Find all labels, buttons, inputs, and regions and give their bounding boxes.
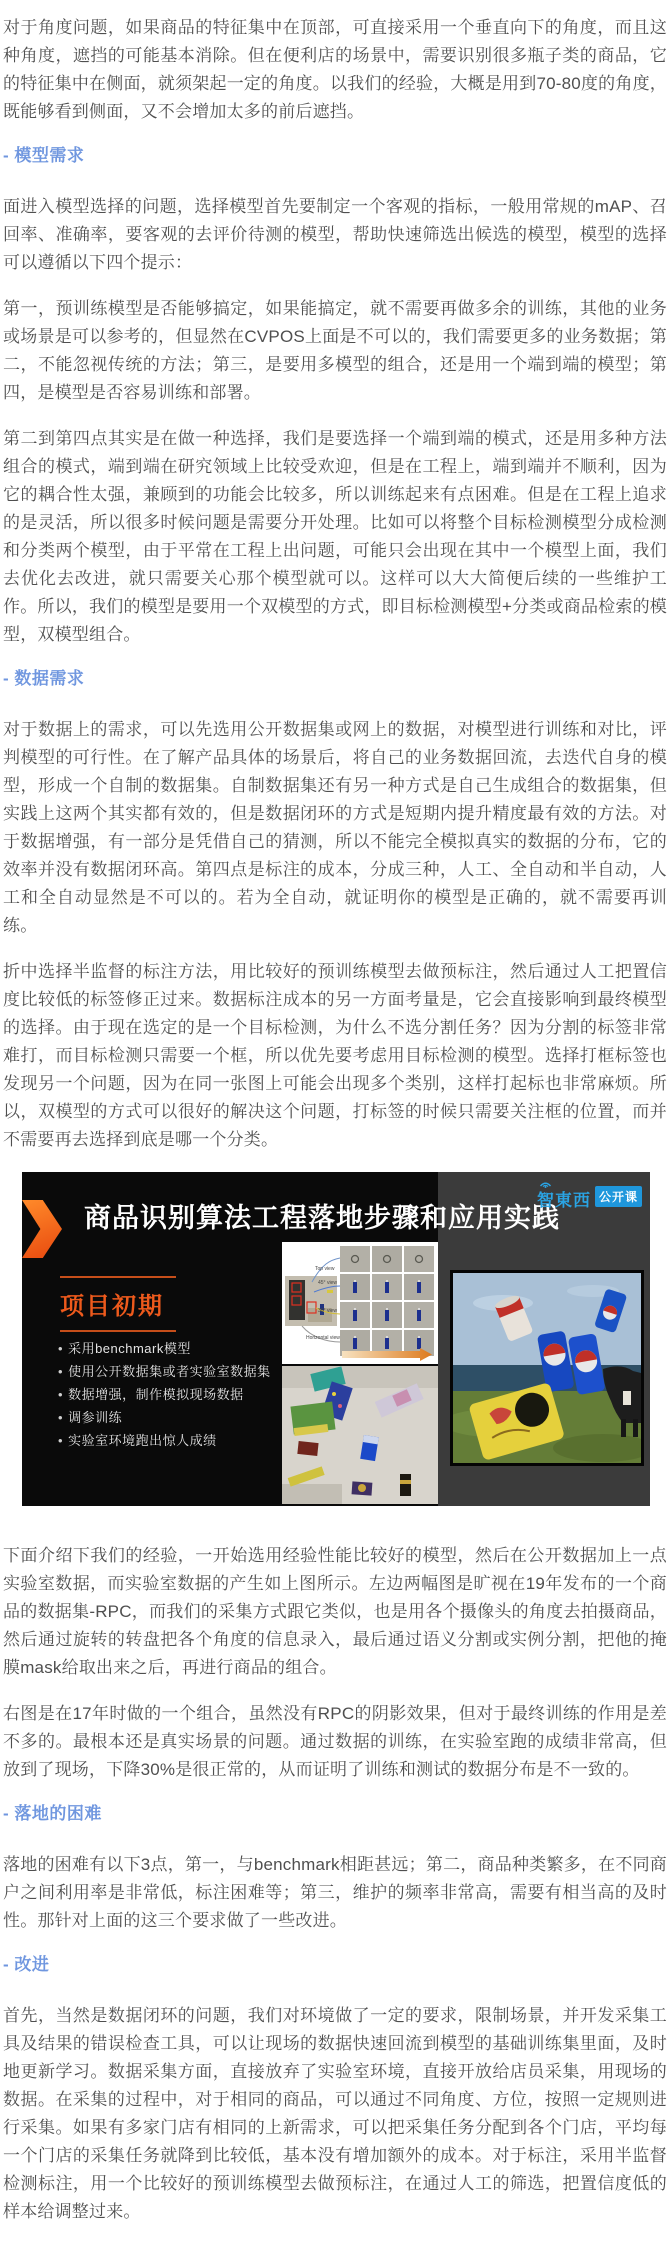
- figure-label-top-view: Top view: [315, 1266, 335, 1272]
- rpc-dataset-figure: [282, 1242, 438, 1364]
- paragraph-angle: 对于角度问题，如果商品的特征集中在顶部，可直接采用一个垂直向下的角度，而且这种角度，遮挡的可能基本消除。但在便利店的场景中，需要识别很多瓶子类的商品，它的特征集中在侧面，就须架起一定的角度。以我们的经验，大概是用到70-80度的角度，既能够看到侧面，又不会增加太多的前后遮挡。: [3, 18, 667, 121]
- section-heading-improvements: - 改进: [3, 1955, 50, 1974]
- slide-title: 商品识别算法工程落地步骤和应用实践: [84, 1203, 560, 1233]
- bullet-dot-icon: •: [58, 1341, 64, 1356]
- zhidx-logo: [537, 1181, 642, 1211]
- paragraph-three-difficulties: 落地的困难有以下3点，第一，与benchmark相距甚远；第二，商品种类繁多，在不同商户之间利用率是非常低，标注困难等；第三，维护的频率非常高，需要有相当高的及时性。那针对上面的这三个要求做了一些改进。: [3, 1855, 667, 1930]
- arrow-right-icon: [22, 1200, 62, 1258]
- bullet-dot-icon: •: [58, 1410, 64, 1425]
- paragraph-composite-2017: 右图是在17年时做的一个组合，虽然没有RPC的阴影效果，但对于最终训练的作用是差不多的。最根本还是真实场景的问题。通过数据的训练，在实验室跑的成绩非常高，但放到了现场，下降30%是很正常的，从而证明了训练和测试的数据分布是不一致的。: [3, 1704, 667, 1779]
- paragraph-improvements: 首先，当然是数据闭环的问题，我们对环境做了一定的要求，限制场景，并开发采集工具及结果的错误检查工具，可以让现场的数据快速回流到模型的基础训练集里面，及时地更新学习。数据采集方面，直接放弃了实验室环境，直接开放给店员采集，用现场的数据。在采集的过程中，对于相同的商品，可以通过不同角度、方位，按照一定规则进行采集。如果有多家门店有相同的上新需求，可以把采集任务分配到各个门店，平均每一个门店的采集任务就降到比较低，基本没有增加额外的成本。对于标注，采用半监督检测标注，用一个比较好的预训练模型去做预标注，在通过人工的筛选，把置信度低的样本给调整过来。: [3, 2006, 667, 2221]
- bullet-dot-icon: •: [58, 1364, 64, 1379]
- bullet-text: 实验室环境跑出惊人成绩: [68, 1433, 217, 1448]
- bullet-dot-icon: •: [58, 1387, 64, 1402]
- stage-bottom-rule: [60, 1330, 176, 1332]
- slide-bullet: [58, 1411, 278, 1424]
- section-heading-model-requirements: - 模型需求: [3, 146, 85, 165]
- stage-label: 项目初期: [60, 1293, 164, 1320]
- paragraph-dual-model: 第二到第四点其实是在做一种选择，我们是要选择一个端到端的模式，还是用多种方法组合的模式，端到端在研究领域上比较受欢迎，但是在工程上，端到端并不顺利，因为它的耦合性太强，兼顾到的功能会比较多，所以训练起来有点困难。但是在工程上追求的是灵活，所以很多时候问题是需要分开处理。比如可以将整个目标检测模型分成检测和分类两个模型，由于平常在工程上出问题，可能只会出现在其中一个模型上面，我们去优化去改进，就只需要关心那个模型就可以。这样可以大大简便后续的一些维护工作。所以，我们的模型是要用一个双模型的方式，即目标检测模型+分类或商品检索的模型，双模型组合。: [3, 429, 667, 644]
- slide-bullet: [58, 1434, 278, 1447]
- scattered-products-photo: [282, 1366, 438, 1504]
- paragraph-experience-rpc: 下面介绍下我们的经验，一开始选用经验性能比较好的模型，然后在公开数据加上一点实验室数据，而实验室数据的产生如上图所示。左边两幅图是旷视在19年发布的一个商品的数据集-RPC，而我们的采集方式跟它类似，也是用各个摄像头的角度去拍摄商品，然后通过旋转的转盘把各个角度的信息录入，最后通过语义分割或实例分割，把他的掩膜mask给取出来之后，再进行商品的组合。: [3, 1546, 667, 1677]
- composited-products-photo: [450, 1270, 644, 1466]
- bullet-text: 使用公开数据集或者实验室数据集: [68, 1364, 271, 1379]
- logo-badge: 公开课: [595, 1186, 642, 1207]
- slide-bullet: [58, 1365, 278, 1378]
- figure-label-horizontal-view: Horizontal view: [306, 1335, 340, 1341]
- slide-bullet: [58, 1342, 278, 1355]
- lecture-slide-image: [22, 1172, 650, 1506]
- paragraph-semi-supervised-labeling: 折中选择半监督的标注方法，用比较好的预训练模型去做预标注，然后通过人工把置信度比较低的标签修正过来。数据标注成本的另一方面考量是，它会直接影响到最终模型的选择。由于现在选定的是一个目标检测，为什么不选分割任务？因为分割的标签非常难打，而目标检测只需要一个框，所以优先要考虑用目标检测的模型。选择打框标签也发现另一个问题，因为在同一张图上可能会出现多个类别，这样打起标也非常麻烦。所以，双模型的方式可以很好的解决这个问题，打标签的时候只需要关注框的位置，而并不需要再去选择到底是哪一个分类。: [3, 962, 667, 1149]
- bullet-text: 调参训练: [68, 1410, 123, 1425]
- slide-bullet-list: [58, 1342, 278, 1457]
- bullet-text: 采用benchmark模型: [68, 1341, 191, 1356]
- figure-label-30-view: 30° view: [318, 1308, 337, 1314]
- project-stage-block: [60, 1276, 176, 1332]
- figure-label-45-view: 45° view: [318, 1280, 337, 1286]
- wifi-icon: [538, 1179, 553, 1188]
- paragraph-model-selection: 面进入模型选择的问题，选择模型首先要制定一个客观的指标，一般用常规的mAP、召回率、准确率，要客观的去评价待测的模型，帮助快速筛选出候选的模型，模型的选择可以遵循以下四个提示：: [3, 197, 667, 272]
- section-heading-landing-difficulties: - 落地的困难: [3, 1804, 102, 1823]
- slide-bullet: [58, 1388, 278, 1401]
- section-heading-data-requirements: - 数据需求: [3, 669, 85, 688]
- logo-brand-text: [537, 1181, 591, 1211]
- paragraph-data-needs: 对于数据上的需求，可以先选用公开数据集或网上的数据，对模型进行训练和对比，评判模型的可行性。在了解产品具体的场景后，将自己的业务数据回流，去迭代自身的模型，形成一个自制的数据集。自制数据集还有另一种方式是自己生成组合的数据集，但实践上这两个其实都有效的，但是数据闭环的方式是短期内提升精度最有效的方法。对于数据增强，有一部分是凭借自己的猜测，所以不能完全模拟真实的数据的分布，它的效率并没有数据闭环高。第四点是标注的成本，分成三种，人工、全自动和半自动，人工和全自动显然是不可以的。若为全自动，就证明你的模型是正确的，就不需要再训练。: [3, 720, 667, 935]
- paragraph-four-tips: 第一，预训练模型是否能够搞定，如果能搞定，就不需要再做多余的训练，其他的业务或场景是可以参考的，但显然在CVPOS上面是不可以的，我们需要更多的业务数据；第二，不能忽视传统的方法；第三，是要用多模型的组合，还是用一个端到端的模型；第四，是模型是否容易训练和部署。: [3, 299, 667, 402]
- logo-brand-label: 智東西: [536, 1191, 591, 1210]
- bullet-dot-icon: •: [58, 1433, 64, 1448]
- bullet-text: 数据增强，制作模拟现场数据: [68, 1387, 244, 1402]
